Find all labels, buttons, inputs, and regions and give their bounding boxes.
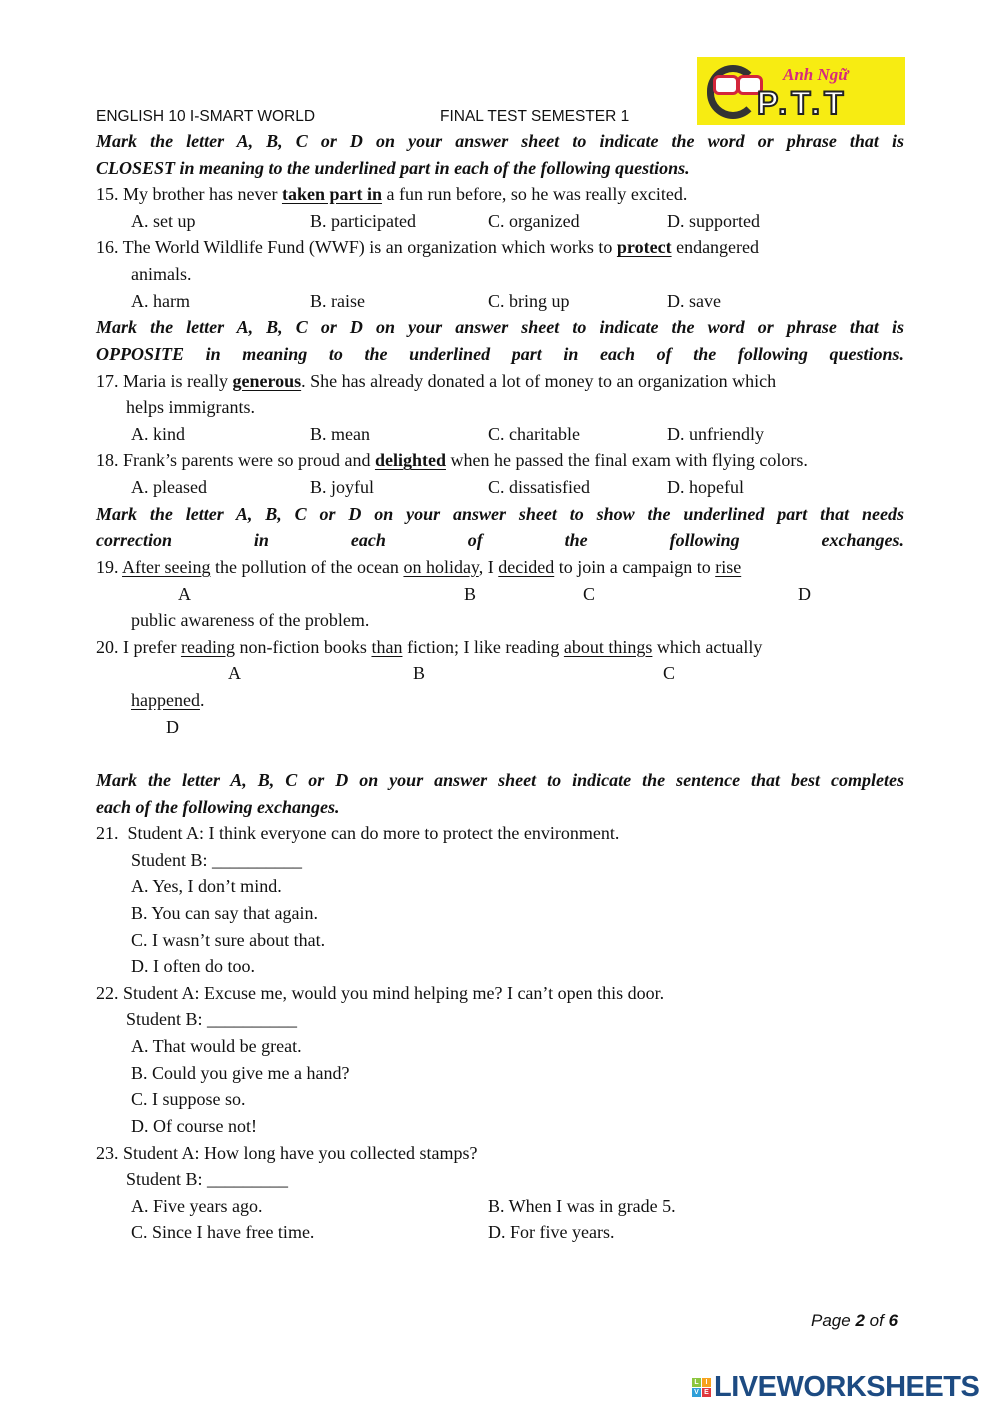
answer-option[interactable]: D. Of course not!	[131, 1115, 257, 1136]
answer-option[interactable]: B. mean	[310, 423, 370, 444]
answer-option[interactable]: A. Yes, I don’t mind.	[131, 876, 282, 897]
text-segment: __________	[207, 1009, 298, 1030]
answer-option[interactable]: A. That would be great.	[131, 1036, 302, 1057]
question-continuation	[131, 687, 204, 713]
text-segment: 22. Student A: Excuse me, would you mind helping me? I can’t open this door.	[96, 982, 665, 1003]
underlined-part: reading	[180, 636, 235, 657]
answer-option[interactable]: B. You can say that again.	[131, 902, 318, 923]
question-19-stem	[96, 554, 741, 580]
glasses-icon	[713, 75, 739, 95]
question-21-stem	[96, 820, 619, 846]
underlined-part: about things	[563, 636, 653, 657]
answer-option[interactable]: D. hopeful	[667, 477, 744, 498]
underlined-part: generous	[232, 370, 302, 391]
text-segment: Student B:	[126, 1169, 208, 1190]
page-label: Page	[811, 1311, 851, 1330]
text-segment: animals.	[131, 264, 192, 285]
page-current: 2	[855, 1311, 865, 1330]
question-22-stem	[96, 980, 664, 1006]
instruction-line: Mark the letter A, B, C or D on your answer sheet to show the underlined part that needs	[96, 503, 904, 524]
underlined-part: protect	[616, 237, 672, 258]
answer-option[interactable]: C. charitable	[488, 423, 580, 444]
answer-option[interactable]: A. kind	[131, 423, 185, 444]
option-marker: B	[464, 583, 477, 604]
question-15-stem	[96, 181, 687, 207]
text-segment: 16. The World Wildlife Fund (WWF) is an organization which works to	[96, 237, 617, 258]
live-tiles-icon	[692, 1378, 711, 1397]
underlined-part: delighted	[374, 450, 446, 471]
page-total: 6	[888, 1311, 899, 1330]
answer-option[interactable]: C. I wasn’t sure about that.	[131, 929, 326, 950]
answer-option[interactable]: B. raise	[310, 290, 365, 311]
question-17-stem	[96, 368, 776, 394]
brand-name: LIVEWORKSHEETS	[714, 1371, 980, 1403]
option-marker: B	[413, 663, 426, 684]
text-segment: 15. My brother has never	[96, 184, 282, 205]
underlined-part: decided	[498, 556, 555, 577]
liveworksheets-logo	[692, 1371, 979, 1404]
text-segment: a fun run before, so he was really excited.	[381, 184, 688, 205]
text-segment: non-fiction books	[234, 636, 372, 657]
question-16-stem	[96, 234, 759, 260]
instruction-line: Mark the letter A, B, C or D on your answer sheet to indicate the word or phrase that is	[96, 131, 904, 151]
text-segment: 19.	[96, 556, 123, 577]
option-marker: D	[166, 716, 179, 737]
question-continuation	[131, 847, 302, 873]
tile: I	[702, 1378, 711, 1387]
tile: E	[702, 1388, 711, 1397]
answer-option[interactable]: D. save	[667, 290, 721, 311]
text-segment: , I	[478, 556, 499, 577]
question-18-stem	[96, 447, 808, 473]
logo-text-top: Anh Ngữ	[783, 65, 849, 84]
answer-option[interactable]: B. participated	[310, 210, 416, 231]
text-segment: 18. Frank’s parents were so proud and	[96, 450, 375, 471]
text-segment: to join a campaign to	[554, 556, 716, 577]
text-segment: __________	[212, 849, 303, 870]
tile: V	[692, 1388, 701, 1397]
text-segment: 23. Student A: How long have you collected stamps?	[96, 1142, 478, 1163]
option-marker: C	[583, 583, 596, 604]
text-segment: .	[199, 690, 205, 711]
underlined-part: than	[371, 636, 403, 657]
answer-option[interactable]: B. Could you give me a hand?	[131, 1062, 350, 1083]
option-marker: C	[663, 663, 676, 684]
answer-option[interactable]: D. unfriendly	[667, 423, 764, 444]
answer-option[interactable]: A. harm	[131, 290, 190, 311]
text-segment: public awareness of the problem.	[131, 610, 370, 631]
text-segment: endangered	[671, 237, 760, 258]
instruction-line: CLOSEST in meaning to the underlined part in each of the following questions.	[96, 157, 690, 178]
course-title: ENGLISH 10 I-SMART WORLD	[96, 108, 316, 125]
underlined-part: rise	[715, 556, 742, 577]
logo-text-bottom: P.T.T	[757, 85, 848, 121]
answer-option[interactable]: C. dissatisfied	[488, 477, 590, 498]
text-segment: which actually	[652, 636, 763, 657]
test-title: FINAL TEST SEMESTER 1	[440, 108, 630, 125]
instruction-line: Mark the letter A, B, C or D on your answer sheet to indicate the sentence that best completes	[96, 769, 904, 790]
question-23-stem	[96, 1140, 477, 1166]
anh-ngu-ptt-logo	[697, 57, 905, 125]
answer-option[interactable]: C. I suppose so.	[131, 1089, 246, 1110]
text-segment: 20. I prefer	[96, 636, 181, 657]
text-segment: helps immigrants.	[126, 397, 255, 418]
text-segment: 21. Student A: I think everyone can do more to protect the environment.	[96, 823, 620, 844]
page-of: of	[869, 1311, 884, 1330]
text-segment: _________	[207, 1169, 289, 1190]
underlined-part: After seeing	[122, 556, 211, 577]
text-segment: Student B:	[131, 849, 213, 870]
question-continuation	[131, 607, 369, 633]
question-continuation	[126, 1166, 288, 1192]
answer-option[interactable]: B. When I was in grade 5.	[488, 1195, 676, 1216]
text-segment: fiction; I like reading	[402, 636, 564, 657]
question-20-stem	[96, 634, 762, 660]
answer-option[interactable]: D. I often do too.	[131, 956, 255, 977]
underlined-part: taken part in	[281, 184, 382, 205]
answer-option[interactable]: C. Since I have free time.	[131, 1222, 315, 1243]
option-marker: A	[178, 583, 191, 604]
text-segment: the pollution of the ocean	[210, 556, 404, 577]
question-continuation	[131, 261, 192, 287]
instruction-line: Mark the letter A, B, C or D on your answer sheet to indicate the word or phrase that is	[96, 317, 904, 338]
answer-option[interactable]: A. pleased	[131, 477, 207, 498]
text-segment: when he passed the final exam with flying colors.	[445, 450, 808, 471]
answer-option[interactable]: C. bring up	[488, 290, 570, 311]
text-segment: 17. Maria is really	[96, 370, 233, 391]
answer-option[interactable]: C. organized	[488, 210, 580, 231]
instruction-line: each of the following exchanges.	[96, 796, 340, 817]
question-continuation	[126, 1006, 297, 1032]
answer-option[interactable]: A. Five years ago.	[131, 1195, 263, 1216]
option-marker: D	[798, 583, 811, 604]
answer-option[interactable]: B. joyful	[310, 477, 375, 498]
question-continuation	[126, 394, 255, 420]
page-number	[811, 1311, 898, 1331]
option-marker: A	[228, 663, 241, 684]
answer-option[interactable]: D. supported	[667, 210, 760, 231]
underlined-part: on holiday	[403, 556, 479, 577]
text-segment: Student B:	[126, 1009, 208, 1030]
instruction-line: correction in each of the following exchanges.	[96, 530, 904, 551]
instruction-line: OPPOSITE in meaning to the underlined part in each of the following questions.	[96, 343, 904, 364]
underlined-part: happened	[131, 690, 200, 711]
text-segment: . She has already donated a lot of money to an organization which	[301, 370, 777, 391]
answer-option[interactable]: A. set up	[131, 210, 196, 231]
answer-option[interactable]: D. For five years.	[488, 1222, 615, 1243]
tile: L	[692, 1378, 701, 1387]
